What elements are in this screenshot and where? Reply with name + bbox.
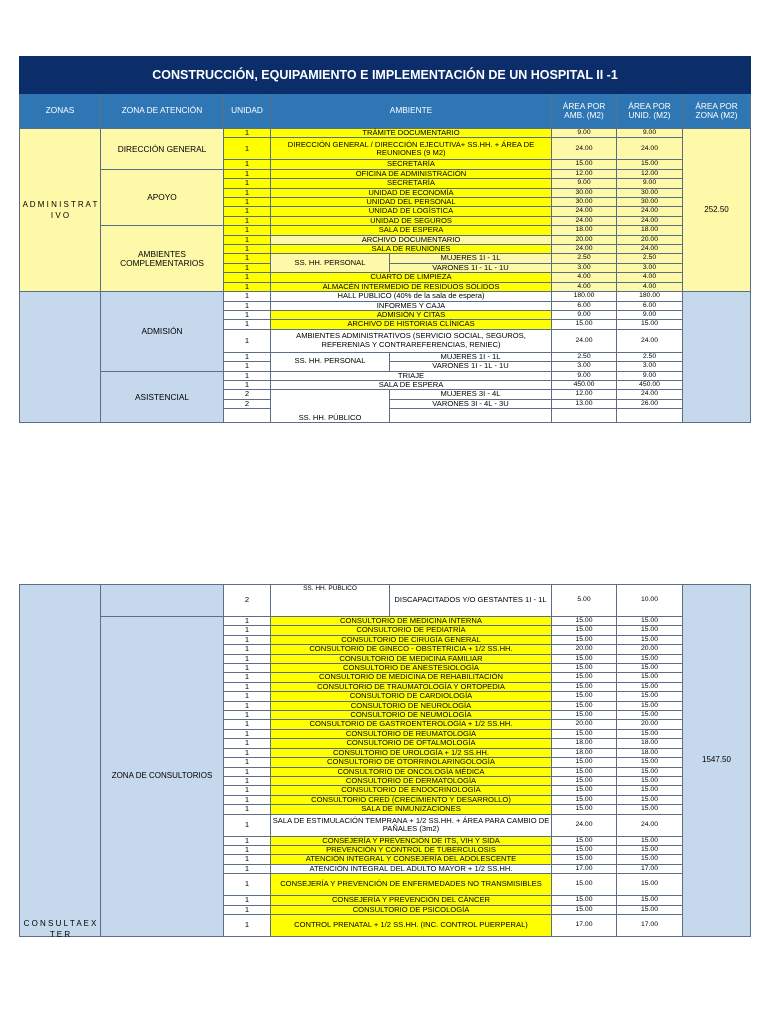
unit-cell: 1 [224, 720, 271, 729]
area-amb-cell: 15.00 [552, 758, 617, 767]
ambiente-cell: CONSULTORIO DE ENDOCRINOLOGÍA [271, 786, 552, 795]
unit-cell: 1 [224, 864, 271, 873]
ambiente-cell: CUARTO DE LIMPIEZA [271, 273, 552, 282]
area-unid-cell: 6.00 [617, 301, 683, 310]
area-unid-cell: 18.00 [617, 226, 683, 235]
area-amb-cell: 18.00 [552, 748, 617, 757]
unit-cell: 1 [224, 845, 271, 854]
zone-consultorios: ZONA DE CONSULTORIOS [101, 617, 224, 937]
area-unid-cell: 18.00 [617, 739, 683, 748]
ambiente-cell: SALA DE REUNIONES [271, 245, 552, 254]
area-unid-cell: 4.00 [617, 273, 683, 282]
area-amb-cell: 24.00 [552, 814, 617, 836]
unit-cell: 1 [224, 729, 271, 738]
area-amb-cell: 15.00 [552, 682, 617, 691]
unit-cell: 1 [224, 129, 271, 138]
area-amb-cell: 15.00 [552, 845, 617, 854]
area-amb-cell: 15.00 [552, 896, 617, 905]
unit-cell: 1 [224, 682, 271, 691]
area-unid-cell: 15.00 [617, 795, 683, 804]
ambiente-cell: SALA DE INMUNIZACIONES [271, 805, 552, 814]
ambiente-cell: CONSEJERÍA Y PREVENCIÓN DE ENFERMEDADES NO TRANSMISIBLES [271, 874, 552, 896]
ambiente-cell: ALMACÉN INTERMEDIO DE RESIDUOS SÓLIDOS [271, 282, 552, 291]
unit-cell: 1 [224, 914, 271, 936]
area-amb-cell: 18.00 [552, 739, 617, 748]
zone-admision: ADMISIÓN [101, 292, 224, 371]
header-area-zona: ÁREA POR ZONA (M2) [683, 94, 751, 129]
unit-cell: 1 [224, 216, 271, 225]
area-unid-cell: 2.50 [617, 254, 683, 263]
area-amb-cell [552, 409, 617, 423]
ambiente-cell: ATENCIÓN INTEGRAL Y CONSEJERÍA DEL ADOLESCENTE [271, 855, 552, 864]
area-amb-cell: 15.00 [552, 626, 617, 635]
header-unidad: UNIDAD [224, 94, 271, 129]
area-amb-cell: 15.00 [552, 673, 617, 682]
ambiente-cell: SECRETARÍA [271, 160, 552, 169]
area-amb-cell: 30.00 [552, 198, 617, 207]
unit-cell: 1 [224, 701, 271, 710]
ss-hh-publico-cont: SS. HH. PÚBLICO [271, 585, 390, 617]
area-unid-cell: 24.00 [617, 329, 683, 352]
ambiente-cell: DIRECCIÓN GENERAL / DIRECCIÓN EJECUTIVA+ SS.HH. + ÁREA DE REUNIONES (9 M2) [271, 138, 552, 160]
unit-cell: 2 [224, 585, 271, 617]
ambiente-cell: CONSULTORIO DE MEDICINA DE REHABILITACIÓN [271, 673, 552, 682]
area-amb-cell: 18.00 [552, 226, 617, 235]
area-unid-cell: 15.00 [617, 805, 683, 814]
unit-cell: 1 [224, 301, 271, 310]
ambiente-cell: CONSULTORIO DE UROLOGÍA + 1/2 SS.HH. [271, 748, 552, 757]
area-unid-cell: 15.00 [617, 701, 683, 710]
area-unid-cell: 24.00 [617, 245, 683, 254]
area-amb-cell: 15.00 [552, 905, 617, 914]
area-amb-cell: 15.00 [552, 617, 617, 626]
unit-cell: 1 [224, 795, 271, 804]
ambiente-cell: ADMISIÓN Y CITAS [271, 310, 552, 319]
ambiente-cell: ARCHIVO DE HISTORIAS CLÍNICAS [271, 320, 552, 329]
area-amb-cell: 24.00 [552, 245, 617, 254]
area-unid-cell: 2.50 [617, 352, 683, 361]
unit-cell: 1 [224, 635, 271, 644]
area-unid-cell: 12.00 [617, 169, 683, 178]
area-unid-cell: 9.00 [617, 371, 683, 380]
zone-total-consulta: 1547.50 [683, 585, 751, 937]
hospital-table-page-2 [19, 584, 751, 937]
ambiente-cell: SECRETARÍA [271, 179, 552, 188]
ambiente-cell: HALL PÚBLICO (40% de la sala de espera) [271, 292, 552, 301]
area-unid-cell: 15.00 [617, 767, 683, 776]
unit-cell: 1 [224, 138, 271, 160]
zone-consulta-letters: C O N S U L T A E X T E R [23, 918, 97, 939]
area-amb-cell: 15.00 [552, 635, 617, 644]
area-amb-cell: 9.00 [552, 310, 617, 319]
area-unid-cell: 18.00 [617, 748, 683, 757]
unit-cell: 1 [224, 282, 271, 291]
unit-cell: 1 [224, 673, 271, 682]
area-amb-cell: 15.00 [552, 320, 617, 329]
area-unid-cell: 15.00 [617, 836, 683, 845]
area-amb-cell: 180.00 [552, 292, 617, 301]
zone-total-administrativo: 252.50 [683, 129, 751, 292]
area-unid-cell: 24.00 [617, 216, 683, 225]
area-unid-cell: 3.00 [617, 362, 683, 371]
ambiente-cell: PREVENCIÓN Y CONTROL DE TUBERCULOSIS [271, 845, 552, 854]
page-2 [19, 585, 750, 1024]
page-title: CONSTRUCCIÓN, EQUIPAMIENTO E IMPLEMENTACIÓN DE UN HOSPITAL II -1 [20, 57, 751, 94]
area-unid-cell: 24.00 [617, 138, 683, 160]
ambiente-cell: CONSULTORIO DE MEDICINA INTERNA [271, 617, 552, 626]
area-amb-cell: 2.50 [552, 352, 617, 361]
unit-cell: 1 [224, 188, 271, 197]
ambiente-cell: OFICINA DE ADMINISTRACIÓN [271, 169, 552, 178]
area-amb-cell: 13.00 [552, 399, 617, 408]
area-amb-cell: 24.00 [552, 207, 617, 216]
ambiente-cell: CONSULTORIO DE DERMATOLOGÍA [271, 776, 552, 785]
ambiente-cell: TRIAJE [271, 371, 552, 380]
area-amb-cell: 6.00 [552, 301, 617, 310]
zone-asistencial: ASISTENCIAL [101, 371, 224, 423]
unit-cell: 1 [224, 874, 271, 896]
area-unid-cell: 15.00 [617, 845, 683, 854]
area-unid-cell: 15.00 [617, 626, 683, 635]
area-unid-cell: 10.00 [617, 585, 683, 617]
area-amb-cell: 4.00 [552, 273, 617, 282]
area-amb-cell: 3.00 [552, 263, 617, 272]
ambiente-cell: CONSEJERÍA Y PREVENCIÓN DE ITS, VIH Y SIDA [271, 836, 552, 845]
unit-cell: 1 [224, 245, 271, 254]
unit-cell: 1 [224, 805, 271, 814]
area-unid-cell: 15.00 [617, 160, 683, 169]
unit-cell: 1 [224, 626, 271, 635]
area-unid-cell: 450.00 [617, 380, 683, 389]
ambiente-cell: DISCAPACITADOS Y/O GESTANTES 1I - 1L [390, 585, 552, 617]
area-amb-cell: 15.00 [552, 795, 617, 804]
area-unid-cell: 4.00 [617, 282, 683, 291]
zone-direccion-general: DIRECCIÓN GENERAL [101, 129, 224, 170]
ambiente-cell: VARONES 1I - 1L - 1U [390, 263, 552, 272]
area-unid-cell: 15.00 [617, 758, 683, 767]
area-amb-cell: 15.00 [552, 654, 617, 663]
area-unid-cell: 3.00 [617, 263, 683, 272]
unit-cell: 1 [224, 836, 271, 845]
ambiente-cell: UNIDAD DE SEGUROS [271, 216, 552, 225]
area-unid-cell: 15.00 [617, 729, 683, 738]
area-unid-cell: 20.00 [617, 645, 683, 654]
header-zonas: ZONAS [20, 94, 101, 129]
header-area-unid: ÁREA POR UNID. (M2) [617, 94, 683, 129]
ambiente-cell: CONSULTORIO DE CARDIOLOGÍA [271, 692, 552, 701]
area-amb-cell: 15.00 [552, 664, 617, 673]
unit-cell: 1 [224, 645, 271, 654]
area-amb-cell: 15.00 [552, 805, 617, 814]
ambiente-cell: CONSULTORIO DE PEDIATRÍA [271, 626, 552, 635]
area-unid-cell: 15.00 [617, 682, 683, 691]
ambiente-cell: AMBIENTES ADMINISTRATIVOS (SERVICIO SOCIAL, SEGUROS, REFERENIAS Y CONTRAREFERENCIAS, RENIEC) [271, 329, 552, 352]
ambiente-cell: SALA DE ESPERA [271, 226, 552, 235]
unit-cell: 2 [224, 390, 271, 399]
unit-cell: 1 [224, 254, 271, 263]
ss-hh-personal-admin: SS. HH. PERSONAL [271, 254, 390, 273]
area-amb-cell: 24.00 [552, 138, 617, 160]
ambiente-cell: CONSULTORIO DE TRAUMATOLOGÍA Y ORTOPEDIA [271, 682, 552, 691]
area-unid-cell: 20.00 [617, 235, 683, 244]
area-amb-cell: 3.00 [552, 362, 617, 371]
area-unid-cell: 15.00 [617, 786, 683, 795]
area-amb-cell: 9.00 [552, 129, 617, 138]
unit-cell: 1 [224, 654, 271, 663]
ambiente-cell: CONSULTORIO DE GASTROENTEROLOGÍA + 1/2 SS.HH. [271, 720, 552, 729]
area-unid-cell: 15.00 [617, 905, 683, 914]
area-amb-cell: 20.00 [552, 720, 617, 729]
zone-consulta-externa-p1 [20, 292, 101, 423]
area-amb-cell: 15.00 [552, 767, 617, 776]
ss-hh-publico: SS. HH. PÚBLICO [271, 390, 390, 423]
area-amb-cell: 9.00 [552, 371, 617, 380]
area-unid-cell: 15.00 [617, 692, 683, 701]
area-unid-cell: 20.00 [617, 720, 683, 729]
area-amb-cell: 9.00 [552, 179, 617, 188]
area-amb-cell: 15.00 [552, 776, 617, 785]
unit-cell: 1 [224, 758, 271, 767]
area-unid-cell: 15.00 [617, 874, 683, 896]
ambiente-cell: TRÁMITE DOCUMENTARIO [271, 129, 552, 138]
area-unid-cell: 30.00 [617, 198, 683, 207]
unit-cell [224, 409, 271, 423]
area-unid-cell: 15.00 [617, 320, 683, 329]
area-amb-cell: 5.00 [552, 585, 617, 617]
area-unid-cell: 17.00 [617, 864, 683, 873]
area-amb-cell: 20.00 [552, 235, 617, 244]
area-amb-cell: 20.00 [552, 645, 617, 654]
zone-asistencial-cont [101, 585, 224, 617]
unit-cell: 1 [224, 320, 271, 329]
page-1 [19, 56, 750, 487]
area-amb-cell: 15.00 [552, 692, 617, 701]
area-amb-cell: 2.50 [552, 254, 617, 263]
area-amb-cell: 17.00 [552, 864, 617, 873]
unit-cell: 1 [224, 263, 271, 272]
unit-cell: 1 [224, 179, 271, 188]
ambiente-cell: VARONES 1I - 1L - 1U [390, 362, 552, 371]
ambiente-cell: CONTROL PRENATAL + 1/2 SS.HH. (INC. CONTROL PUERPERAL) [271, 914, 552, 936]
ambiente-cell: ARCHIVO DOCUMENTARIO [271, 235, 552, 244]
area-amb-cell: 12.00 [552, 169, 617, 178]
ambiente-cell: CONSULTORIO DE OFTALMOLOGÍA [271, 739, 552, 748]
ambiente-cell: CONSULTORIO DE PSICOLOGÍA [271, 905, 552, 914]
area-unid-cell: 15.00 [617, 654, 683, 663]
area-unid-cell: 9.00 [617, 310, 683, 319]
ambiente-cell: INFORMES Y CAJA [271, 301, 552, 310]
unit-cell: 1 [224, 739, 271, 748]
ambiente-cell: CONSULTORIO DE GINECO - OBSTETRICIA + 1/2 SS.HH. [271, 645, 552, 654]
area-amb-cell: 30.00 [552, 188, 617, 197]
ambiente-cell: SALA DE ESTIMULACIÓN TEMPRANA + 1/2 SS.HH. + ÁREA PARA CAMBIO DE PAÑALES (3m2) [271, 814, 552, 836]
unit-cell: 1 [224, 896, 271, 905]
area-unid-cell: 15.00 [617, 635, 683, 644]
unit-cell: 1 [224, 362, 271, 371]
ambiente-cell: CONSULTORIO DE REUMATOLOGÍA [271, 729, 552, 738]
area-unid-cell [617, 409, 683, 423]
area-unid-cell: 17.00 [617, 914, 683, 936]
unit-cell: 1 [224, 371, 271, 380]
header-zona-atencion: ZONA DE ATENCIÓN [101, 94, 224, 129]
area-amb-cell: 15.00 [552, 729, 617, 738]
area-unid-cell: 15.00 [617, 855, 683, 864]
ss-hh-personal-consulta: SS. HH. PERSONAL [271, 352, 390, 371]
ambiente-cell: CONSULTORIO DE ONCOLOGÍA MÉDICA [271, 767, 552, 776]
area-unid-cell: 15.00 [617, 617, 683, 626]
area-amb-cell: 12.00 [552, 390, 617, 399]
area-amb-cell: 450.00 [552, 380, 617, 389]
unit-cell: 1 [224, 169, 271, 178]
area-unid-cell: 30.00 [617, 188, 683, 197]
unit-cell: 1 [224, 905, 271, 914]
ambiente-cell: CONSULTORIO DE NEUMOLOGÍA [271, 711, 552, 720]
area-unid-cell: 9.00 [617, 179, 683, 188]
ambiente-cell: CONSULTORIO DE NEUROLOGÍA [271, 701, 552, 710]
unit-cell: 1 [224, 664, 271, 673]
unit-cell: 1 [224, 226, 271, 235]
ambiente-cell: VARONES 3I - 4L - 3U [390, 399, 552, 408]
unit-cell: 1 [224, 352, 271, 361]
unit-cell: 2 [224, 399, 271, 408]
ambiente-cell: CONSULTORIO CRED (CRECIMIENTO Y DESARROLLO) [271, 795, 552, 804]
ambiente-cell: ATENCIÓN INTEGRAL DEL ADULTO MAYOR + 1/2 SS.HH. [271, 864, 552, 873]
ambiente-cell: MUJERES 3I - 4L [390, 390, 552, 399]
area-amb-cell: 15.00 [552, 786, 617, 795]
area-unid-cell: 15.00 [617, 673, 683, 682]
unit-cell: 1 [224, 814, 271, 836]
unit-cell: 1 [224, 329, 271, 352]
unit-cell: 1 [224, 310, 271, 319]
unit-cell: 1 [224, 380, 271, 389]
ambiente-cell: UNIDAD DE LOGÍSTICA [271, 207, 552, 216]
header-ambiente: AMBIENTE [271, 94, 552, 129]
unit-cell: 1 [224, 855, 271, 864]
area-unid-cell: 24.00 [617, 814, 683, 836]
area-amb-cell: 17.00 [552, 914, 617, 936]
unit-cell: 1 [224, 207, 271, 216]
area-amb-cell: 15.00 [552, 160, 617, 169]
zone-administrativo: A D M I N I S T R A T I V O [20, 129, 101, 292]
unit-cell: 1 [224, 786, 271, 795]
area-unid-cell: 9.00 [617, 129, 683, 138]
unit-cell: 1 [224, 711, 271, 720]
unit-cell: 1 [224, 767, 271, 776]
header-area-amb: ÁREA POR AMB. (M2) [552, 94, 617, 129]
area-amb-cell: 15.00 [552, 836, 617, 845]
unit-cell: 1 [224, 776, 271, 785]
unit-cell: 1 [224, 292, 271, 301]
ambiente-cell: UNIDAD DE ECONOMÍA [271, 188, 552, 197]
area-unid-cell: 15.00 [617, 711, 683, 720]
unit-cell: 1 [224, 160, 271, 169]
area-amb-cell: 24.00 [552, 216, 617, 225]
area-amb-cell: 24.00 [552, 329, 617, 352]
zone-apoyo: APOYO [101, 169, 224, 225]
ambiente-cell: CONSEJERÍA Y PREVENCIÓN DEL CÁNCER [271, 896, 552, 905]
area-unid-cell: 15.00 [617, 664, 683, 673]
area-unid-cell: 24.00 [617, 207, 683, 216]
area-unid-cell: 24.00 [617, 390, 683, 399]
unit-cell: 1 [224, 273, 271, 282]
ambiente-cell: UNIDAD DEL PERSONAL [271, 198, 552, 207]
area-amb-cell: 15.00 [552, 711, 617, 720]
ambiente-cell: CONSULTORIO DE MEDICINA FAMILIAR [271, 654, 552, 663]
ambiente-cell: CONSULTORIO DE CIRUGÍA GENERAL [271, 635, 552, 644]
ambiente-cell: CONSULTORIO DE ANESTESIOLOGÍA [271, 664, 552, 673]
area-unid-cell: 15.00 [617, 896, 683, 905]
unit-cell: 1 [224, 748, 271, 757]
zone-total-consulta-p1 [683, 292, 751, 423]
area-amb-cell: 15.00 [552, 874, 617, 896]
ambiente-cell [390, 409, 552, 423]
area-amb-cell: 15.00 [552, 701, 617, 710]
zone-consulta-externa [20, 585, 101, 937]
unit-cell: 1 [224, 235, 271, 244]
area-amb-cell: 4.00 [552, 282, 617, 291]
area-unid-cell: 15.00 [617, 776, 683, 785]
ambiente-cell: MUJERES 1I - 1L [390, 254, 552, 263]
unit-cell: 1 [224, 617, 271, 626]
ambiente-cell: CONSULTORIO DE OTORRINOLARINGOLOGÍA [271, 758, 552, 767]
ambiente-cell: SALA DE ESPERA [271, 380, 552, 389]
unit-cell: 1 [224, 692, 271, 701]
area-amb-cell: 15.00 [552, 855, 617, 864]
area-unid-cell: 180.00 [617, 292, 683, 301]
ambiente-cell: MUJERES 1I - 1L [390, 352, 552, 361]
area-unid-cell: 26.00 [617, 399, 683, 408]
hospital-table-page-1 [19, 56, 751, 423]
unit-cell: 1 [224, 198, 271, 207]
zone-ambientes-complementarios: AMBIENTES COMPLEMENTARIOS [101, 226, 224, 292]
